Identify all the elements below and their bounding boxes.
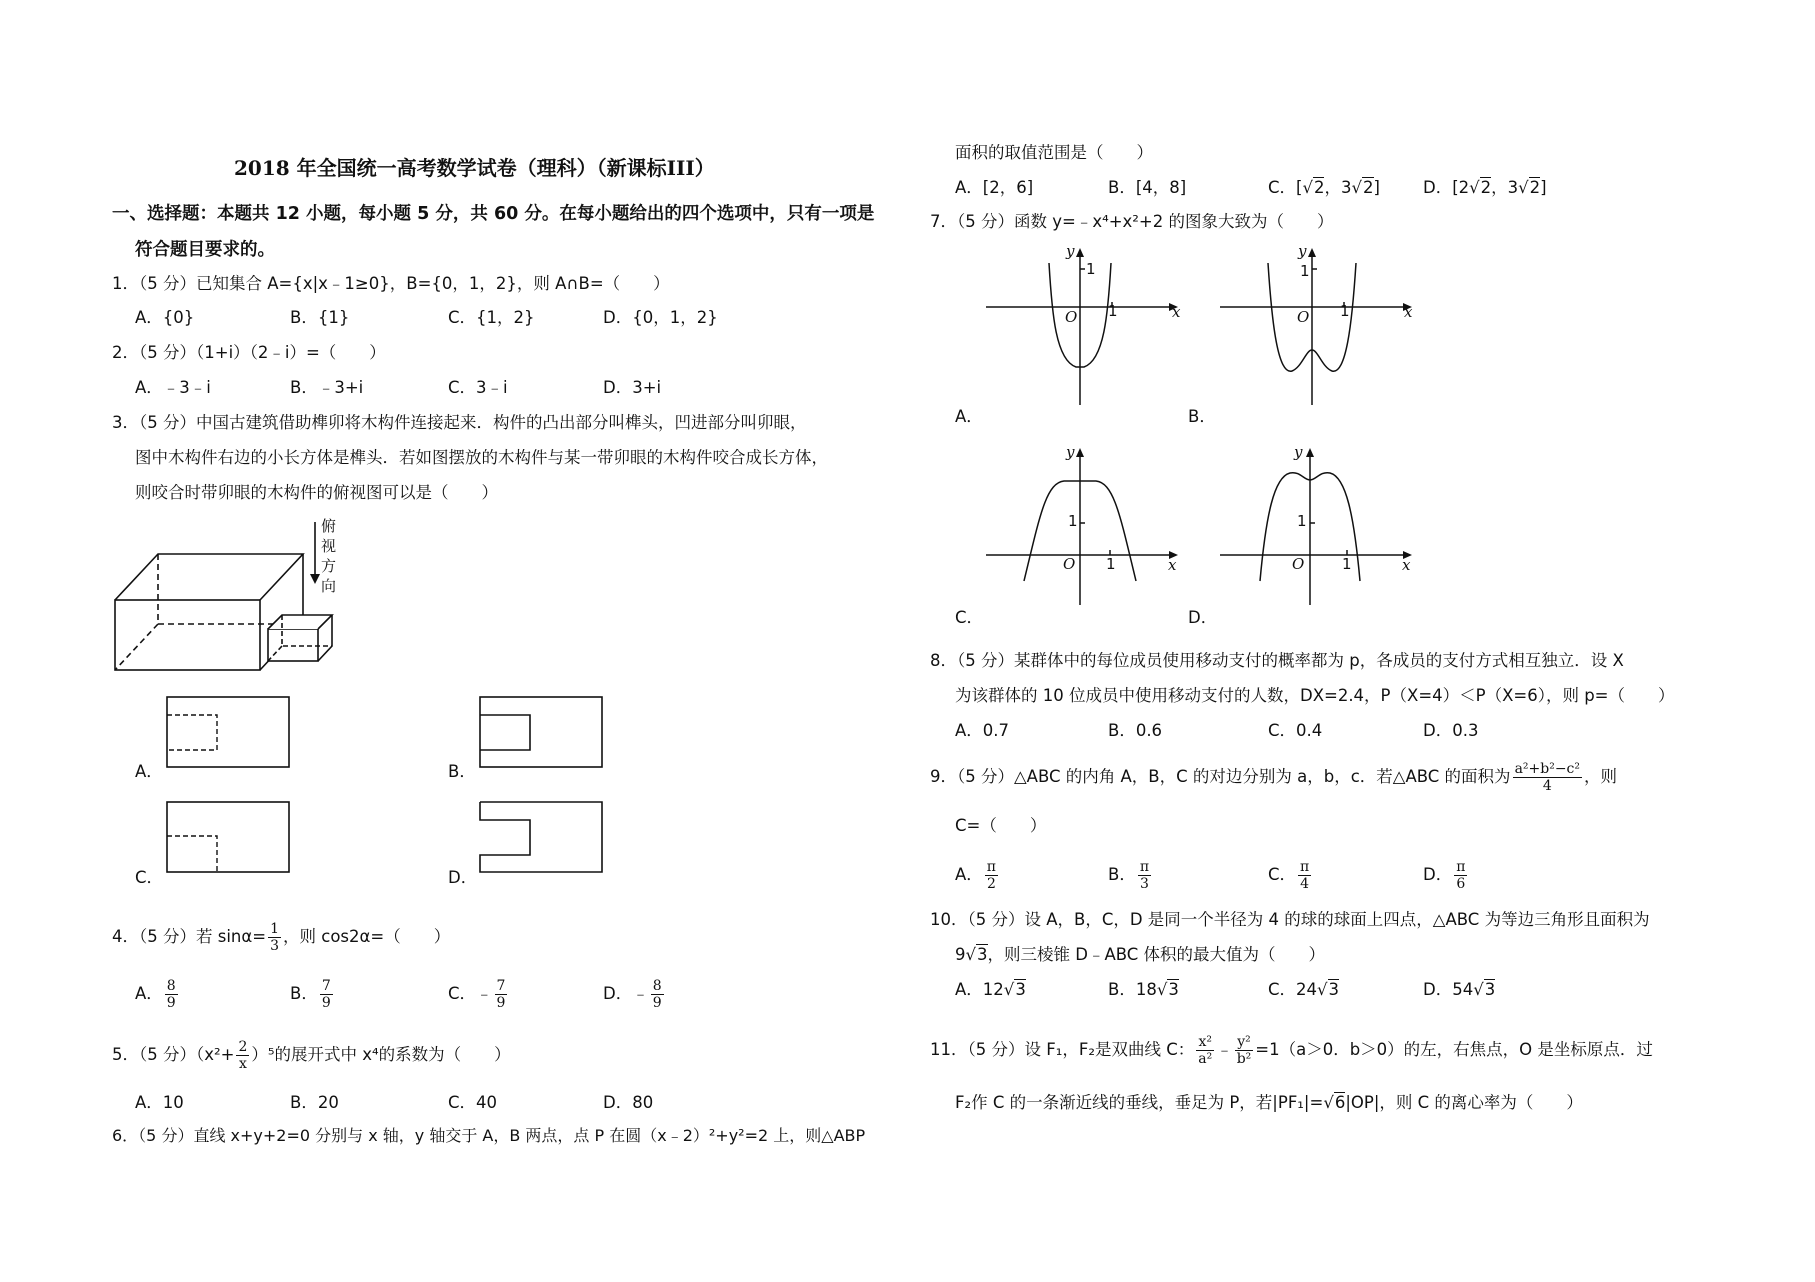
q11-fraction-y: $\frac{\text{y²}}{\text{b²}}$ (1236, 1034, 1252, 1067)
q1-option-b[interactable]: B．{1} (290, 308, 350, 327)
q3-option-b-figure[interactable] (478, 695, 604, 769)
q2-option-b[interactable]: B．﹣3+i (290, 378, 364, 397)
q9-fraction: $\frac{\text{a²+b²−c²}}{4}$ (1514, 761, 1581, 794)
q9-stem-line2: C=（ ） (955, 816, 1047, 835)
q9-option-d[interactable]: D． $\frac{\pi}{6}$ (1423, 859, 1466, 892)
q11-fraction-x: $\frac{\text{x²}}{\text{a²}}$ (1198, 1034, 1213, 1067)
q6-option-b[interactable]: B．[4，8] (1108, 178, 1187, 197)
q6-stem-line2: 面积的取值范围是（ ） (955, 143, 1153, 162)
q7-d-x-label: x (1402, 556, 1411, 574)
q7-stem: 7．（5 分）函数 y=﹣x⁴+x²+2 的图象大致为（ ） (930, 212, 1334, 231)
q6-option-d[interactable]: D．[2√2，3√2] (1423, 178, 1547, 197)
q7-a-one-y: 1 (1086, 260, 1096, 278)
q5-stem: 5．（5 分）（x²+ $\frac{2}{x}$ ）⁵的展开式中 x⁴的系数为（ ） (112, 1039, 511, 1072)
q5-fraction: $\frac{2}{x}$ (238, 1039, 248, 1072)
q3-option-c[interactable]: C． (135, 868, 164, 887)
q8-option-b[interactable]: B．0.6 (1108, 721, 1163, 740)
q3-option-d[interactable]: D． (448, 868, 478, 887)
q4-option-c[interactable]: C．﹣ $\frac{7}{9}$ (448, 978, 506, 1011)
q3-option-b[interactable]: B． (448, 762, 476, 781)
q10-stem-line1: 10．（5 分）设 A，B，C，D 是同一个半径为 4 的球的球面上四点，△ABC 为等边三角形且面积为 (930, 910, 1650, 929)
q7-option-a[interactable]: A． (955, 407, 983, 426)
q4-fraction: $\frac{1}{3}$ (270, 921, 279, 954)
q7-c-one-x: 1 (1106, 555, 1116, 573)
q7-option-b[interactable]: B． (1188, 407, 1216, 426)
q7-d-y-label: y (1294, 443, 1303, 461)
q2-option-a[interactable]: A．﹣3﹣i (135, 378, 211, 397)
q2-option-d[interactable]: D．3+i (603, 378, 662, 397)
q7-graph-a[interactable] (984, 245, 1184, 410)
q10-stem-line2: 9√3，则三棱锥 D﹣ABC 体积的最大值为（ ） (955, 945, 1326, 964)
q11-stem: 11．（5 分）设 F₁，F₂是双曲线 C： $\frac{\text{x²}}{\text{a²}}$ ﹣ $\frac{\text{y²}}{\text{b²}}$ =1（a＞0．b＞0）的左，右焦点，O 是坐标原点．过 (930, 1034, 1653, 1067)
q7-b-x-label: x (1404, 303, 1413, 321)
q9-option-a[interactable]: A． $\frac{\pi}{2}$ (955, 859, 996, 892)
q6-option-c[interactable]: C．[√2，3√2] (1268, 178, 1380, 197)
q7-option-d[interactable]: D． (1188, 608, 1218, 627)
q5-option-d[interactable]: D．80 (603, 1093, 654, 1112)
q4-option-a[interactable]: A． $\frac{8}{9}$ (135, 978, 176, 1011)
q8-option-d[interactable]: D．0.3 (1423, 721, 1479, 740)
q2-stem: 2．（5 分）（1+i）（2﹣i）=（ ） (112, 343, 386, 362)
q11-stem-line2: F₂作 C 的一条渐近线的垂线，垂足为 P，若|PF₁|=√6|OP|，则 C 的离心率为（ ） (955, 1093, 1583, 1112)
q1-option-a[interactable]: A．{0} (135, 308, 195, 327)
q7-c-origin: O (1063, 555, 1076, 573)
q7-a-y-label: y (1066, 242, 1075, 260)
q7-option-c[interactable]: C． (955, 608, 984, 627)
q1-stem: 1．（5 分）已知集合 A={x|x﹣1≥0}，B={0，1，2}，则 A∩B=（ ） (112, 274, 670, 293)
section-heading-line1: 一、选择题：本题共 12 小题，每小题 5 分，共 60 分。在每小题给出的四个选项中，只有一项是 (112, 204, 875, 224)
q7-b-origin: O (1297, 308, 1310, 326)
q7-a-x-label: x (1172, 303, 1181, 321)
q7-a-one-x: 1 (1108, 302, 1118, 320)
q9-stem: 9．（5 分）△ABC 的内角 A，B，C 的对边分别为 a，b，c．若△ABC 的面积为 $\frac{\text{a²+b²−c²}}{4}$ ，则 (930, 761, 1618, 794)
q10-option-c[interactable]: C．24√3 (1268, 980, 1340, 999)
q5-option-c[interactable]: C．40 (448, 1093, 498, 1112)
q5-option-a[interactable]: A．10 (135, 1093, 184, 1112)
q10-option-d[interactable]: D．54√3 (1423, 980, 1496, 999)
q8-option-a[interactable]: A．0.7 (955, 721, 1010, 740)
q4-option-d[interactable]: D．﹣ $\frac{8}{9}$ (603, 978, 662, 1011)
q1-option-c[interactable]: C．{1，2} (448, 308, 535, 327)
q7-b-y-label: y (1298, 242, 1307, 260)
q8-option-c[interactable]: C．0.4 (1268, 721, 1323, 740)
q7-b-one-y: 1 (1300, 262, 1310, 280)
q7-a-origin: O (1065, 308, 1078, 326)
q7-graph-c[interactable] (984, 445, 1184, 610)
q7-d-one-y: 1 (1297, 512, 1307, 530)
q4-stem: 4．（5 分）若 sinα= $\frac{1}{3}$ ，则 cos2α=（ ） (112, 921, 451, 954)
q5-option-b[interactable]: B．20 (290, 1093, 339, 1112)
q7-c-one-y: 1 (1068, 512, 1078, 530)
q4-option-b[interactable]: B． $\frac{7}{9}$ (290, 978, 331, 1011)
q2-option-c[interactable]: C．3﹣i (448, 378, 508, 397)
q3-option-c-figure[interactable] (165, 800, 291, 874)
q3-option-a-figure[interactable] (165, 695, 291, 769)
q3-view-direction-label: 俯 视 方 向 (321, 517, 337, 595)
q8-stem-line1: 8．（5 分）某群体中的每位成员使用移动支付的概率都为 p，各成员的支付方式相互独立．设 X (930, 651, 1624, 670)
paper-title: 2018 年全国统一高考数学试卷（理科）（新课标III） (234, 156, 715, 180)
q10-option-b[interactable]: B．18√3 (1108, 980, 1179, 999)
q3-stem-line2: 图中木构件右边的小长方体是榫头．若如图摆放的木构件与某一带卯眼的木构件咬合成长方体， (135, 448, 828, 467)
q3-stem-line1: 3．（5 分）中国古建筑借助榫卯将木构件连接起来．构件的凸出部分叫榫头，凹进部分叫卯眼， (112, 413, 807, 432)
q7-b-one-x: 1 (1340, 302, 1350, 320)
q8-stem-line2: 为该群体的 10 位成员中使用移动支付的人数，DX=2.4，P（X=4）＜P（X=6），则 p=（ ） (955, 686, 1675, 705)
q7-c-x-label: x (1168, 556, 1177, 574)
q7-d-one-x: 1 (1342, 555, 1352, 573)
q10-option-a[interactable]: A．12√3 (955, 980, 1026, 999)
q7-c-y-label: y (1066, 443, 1075, 461)
q1-option-d[interactable]: D．{0，1，2} (603, 308, 718, 327)
q3-option-a[interactable]: A． (135, 762, 163, 781)
q7-d-origin: O (1292, 555, 1305, 573)
q9-option-c[interactable]: C． $\frac{\pi}{4}$ (1268, 859, 1310, 892)
q7-graph-d[interactable] (1218, 445, 1418, 610)
q6-stem-line1: 6．（5 分）直线 x+y+2=0 分别与 x 轴，y 轴交于 A，B 两点，点 P 在圆（x﹣2）²+y²=2 上，则△ABP (112, 1126, 866, 1145)
q6-option-a[interactable]: A．[2，6] (955, 178, 1034, 197)
q3-stem-line3: 则咬合时带卯眼的木构件的俯视图可以是（ ） (135, 483, 498, 502)
q3-option-d-figure[interactable] (478, 800, 604, 874)
q9-option-b[interactable]: B． $\frac{\pi}{3}$ (1108, 859, 1150, 892)
section-heading-line2: 符合题目要求的。 (135, 240, 275, 260)
q7-graph-b[interactable] (1218, 245, 1418, 410)
